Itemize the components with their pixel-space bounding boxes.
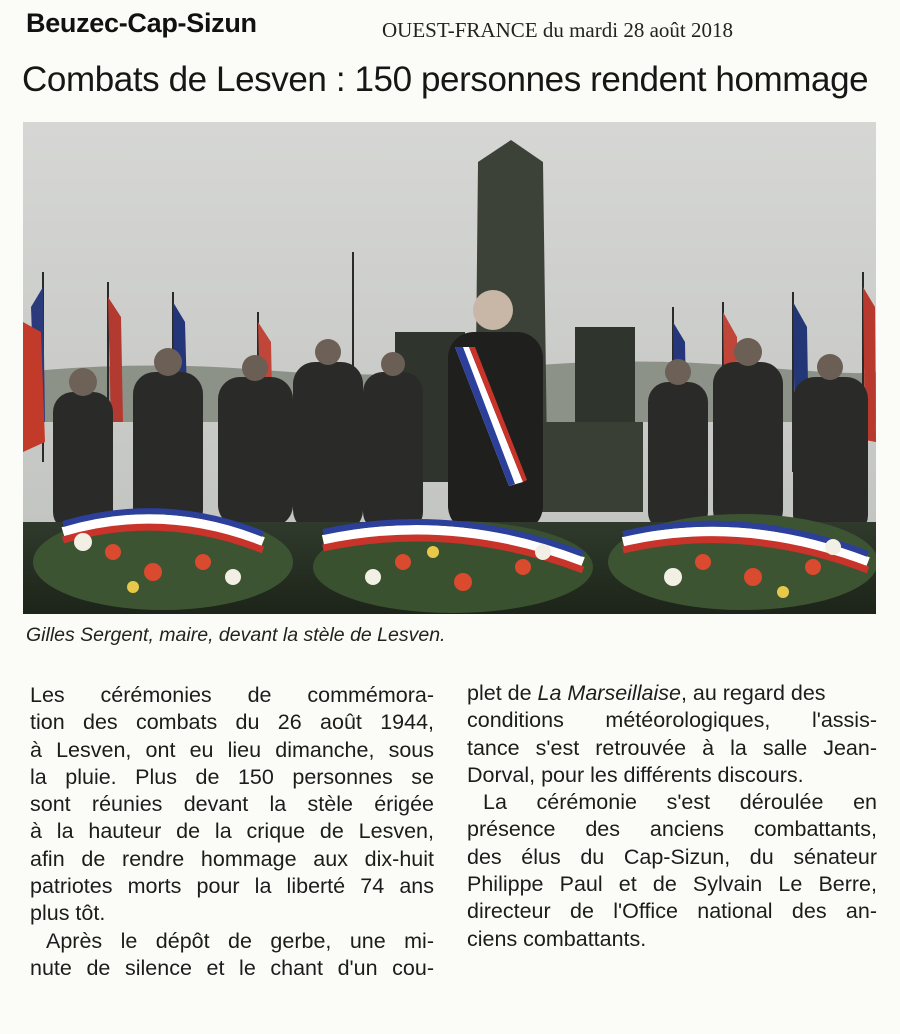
text-line: à Lesven, ont eu lieu dimanche, sous — [30, 737, 434, 762]
article-column-right — [467, 680, 877, 953]
text-line: Dorval, pour les différents discours. — [467, 762, 804, 787]
text-fragment: plet de — [467, 681, 538, 705]
article-headline: Combats de Lesven : 150 personnes rendent hommage — [22, 60, 869, 99]
text-fragment: , au regard des — [680, 681, 826, 705]
text-line: Philippe Paul et de Sylvain Le Berre, — [467, 872, 877, 897]
publication-dateline: OUEST-FRANCE du mardi 28 août 2018 — [382, 18, 733, 42]
locality-heading: Beuzec-Cap-Sizun — [26, 8, 257, 38]
text-line: présence des anciens combattants, — [467, 817, 877, 842]
text-line — [467, 680, 877, 707]
photo-caption: Gilles Sergent, maire, devant la stèle de Lesven. — [26, 624, 446, 646]
text-line: Après le dépôt de gerbe, une mi- — [46, 928, 434, 953]
text-line: conditions météorologiques, l'assis- — [467, 708, 877, 733]
article-column-left — [30, 682, 434, 982]
text-line: la pluie. Plus de 150 personnes se — [30, 764, 434, 789]
text-line: à la hauteur de la crique de Lesven, — [30, 819, 434, 844]
text-line: Les cérémonies de commémora- — [30, 683, 434, 707]
text-line: nute de silence et le chant d'un cou- — [30, 955, 434, 980]
text-line: afin de rendre hommage aux dix-huit — [30, 846, 434, 871]
text-line: des élus du Cap-Sizun, du sénateur — [467, 844, 877, 869]
text-line: tance s'est retrouvée à la salle Jean- — [467, 735, 877, 760]
text-line: ciens combattants. — [467, 926, 647, 951]
text-line: La cérémonie s'est déroulée en — [483, 790, 877, 815]
text-line: sont réunies devant la stèle érigée — [30, 792, 434, 817]
flower-wreaths — [33, 511, 876, 613]
article-photo — [23, 122, 876, 614]
text-line: directeur de l'Office national des an- — [467, 899, 877, 924]
song-title: La Marseillaise — [537, 681, 681, 705]
text-line: plus tôt. — [30, 901, 106, 926]
text-line: patriotes morts pour la liberté 74 ans — [30, 874, 434, 899]
text-line: tion des combats du 26 août 1944, — [30, 710, 434, 735]
clipping-header — [26, 8, 826, 48]
